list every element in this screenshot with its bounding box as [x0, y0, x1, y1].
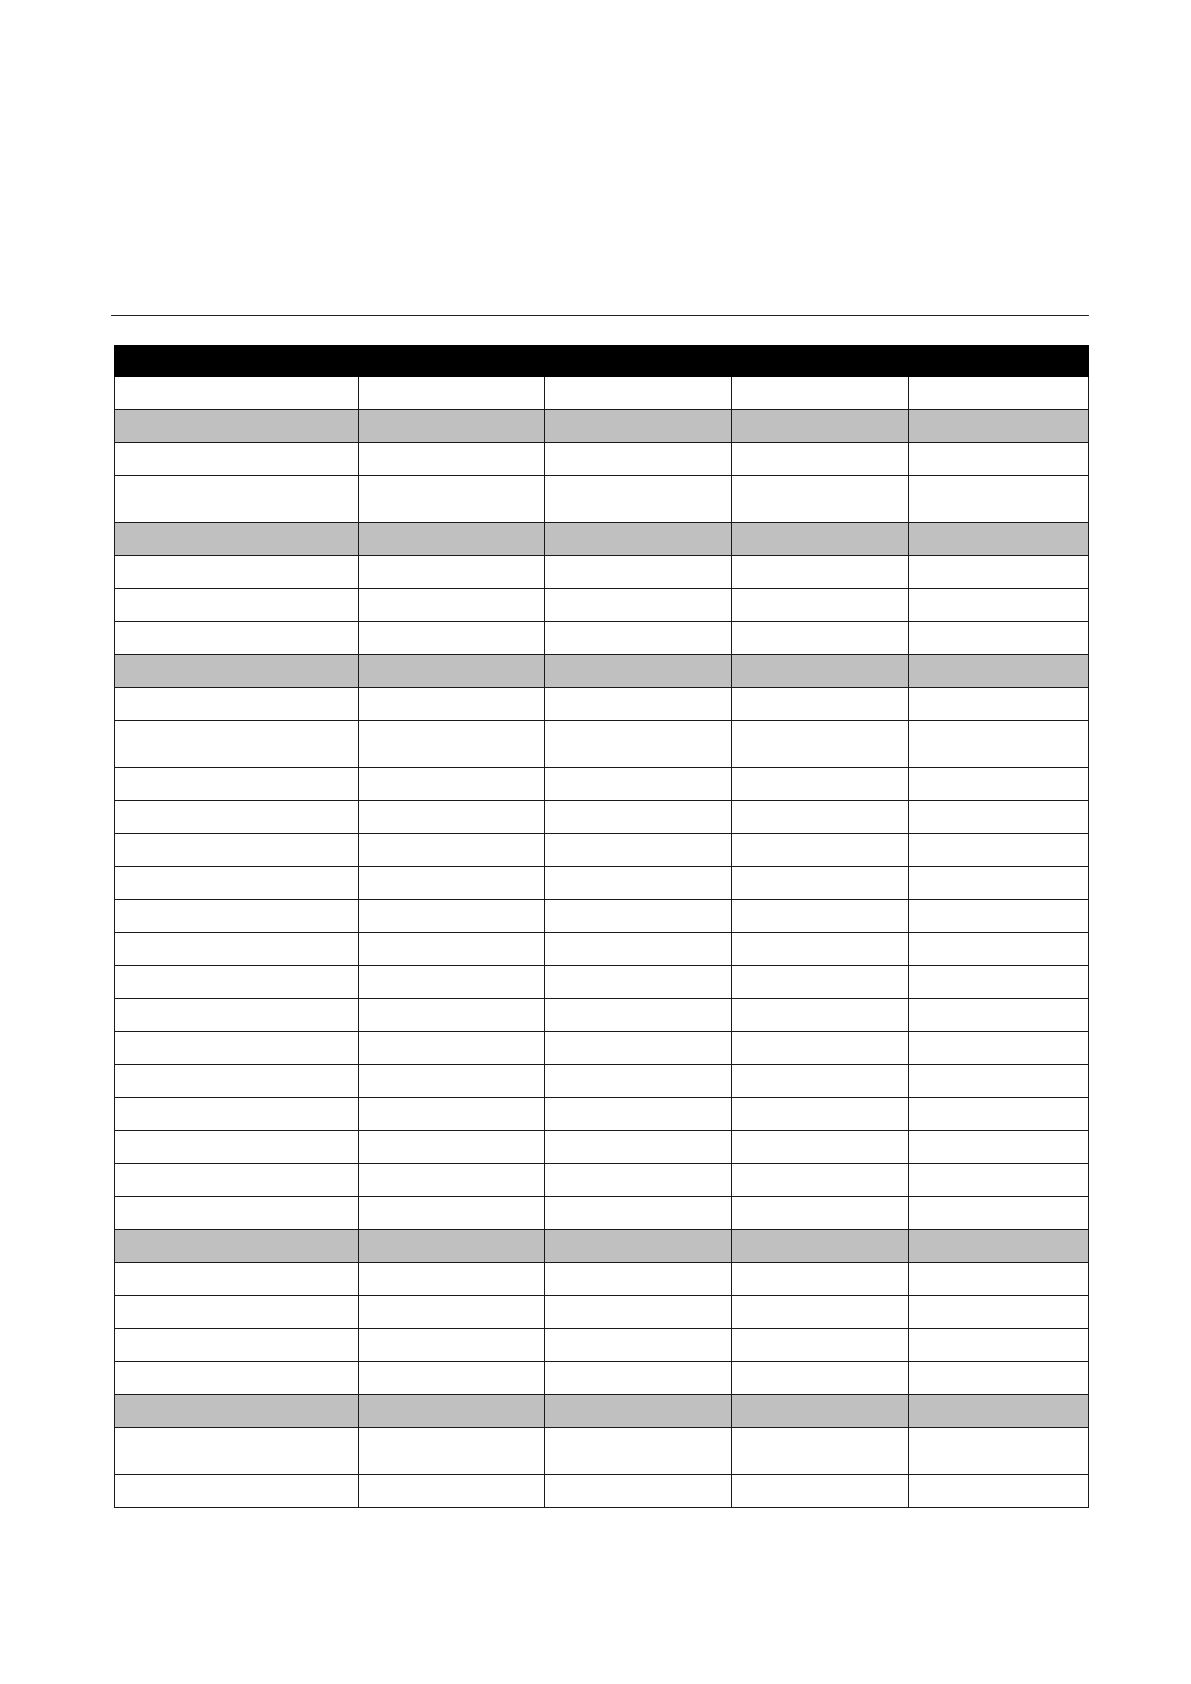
table-row	[115, 999, 1089, 1032]
table-cell	[909, 1032, 1089, 1065]
section-cell	[732, 523, 909, 556]
table-cell	[732, 768, 909, 801]
table-section-row	[115, 1230, 1089, 1263]
table-cell	[115, 1065, 359, 1098]
section-cell	[115, 410, 359, 443]
table-cell	[545, 1065, 732, 1098]
table-cell	[545, 768, 732, 801]
table-row	[115, 622, 1089, 655]
table-cell	[732, 556, 909, 589]
section-cell	[115, 523, 359, 556]
table-cell	[545, 933, 732, 966]
table-row	[115, 1164, 1089, 1197]
table-cell	[359, 721, 545, 768]
table-cell	[115, 1296, 359, 1329]
table-row	[115, 377, 1089, 410]
section-cell	[115, 1395, 359, 1428]
table-cell	[359, 1263, 545, 1296]
table-cell	[909, 1197, 1089, 1230]
table-cell	[115, 1197, 359, 1230]
table-cell	[115, 768, 359, 801]
table-cell	[115, 1362, 359, 1395]
table-cell	[359, 900, 545, 933]
table-cell	[359, 1131, 545, 1164]
section-cell	[359, 1230, 545, 1263]
table-cell	[909, 801, 1089, 834]
table-cell	[909, 768, 1089, 801]
table-row	[115, 1197, 1089, 1230]
section-cell	[545, 523, 732, 556]
table-cell	[909, 721, 1089, 768]
table-cell	[909, 589, 1089, 622]
table-cell	[359, 1428, 545, 1475]
section-cell	[909, 1395, 1089, 1428]
table-cell	[115, 1098, 359, 1131]
table-cell	[359, 867, 545, 900]
table-cell	[732, 1032, 909, 1065]
table-cell	[545, 1296, 732, 1329]
table-cell	[732, 1131, 909, 1164]
table-row	[115, 1329, 1089, 1362]
table-cell	[359, 834, 545, 867]
table-cell	[359, 622, 545, 655]
table-header-cell	[115, 346, 1089, 377]
section-cell	[359, 655, 545, 688]
table-cell	[115, 476, 359, 523]
table-cell	[909, 377, 1089, 410]
section-cell	[732, 1230, 909, 1263]
table-cell	[732, 1065, 909, 1098]
section-cell	[909, 410, 1089, 443]
table-cell	[545, 443, 732, 476]
table-cell	[909, 1475, 1089, 1508]
table-row	[115, 933, 1089, 966]
table-cell	[732, 1362, 909, 1395]
section-cell	[359, 1395, 545, 1428]
table-cell	[359, 1197, 545, 1230]
table-cell	[909, 1362, 1089, 1395]
table-row	[115, 1098, 1089, 1131]
table-cell	[909, 1329, 1089, 1362]
section-cell	[545, 655, 732, 688]
table-cell	[909, 1428, 1089, 1475]
table-cell	[359, 1329, 545, 1362]
table-cell	[732, 867, 909, 900]
table-cell	[545, 622, 732, 655]
table-cell	[359, 556, 545, 589]
table-cell	[909, 556, 1089, 589]
table-cell	[115, 622, 359, 655]
table-cell	[115, 933, 359, 966]
table-cell	[115, 443, 359, 476]
table-cell	[545, 1263, 732, 1296]
table-cell	[545, 1475, 732, 1508]
table-cell	[115, 556, 359, 589]
table-cell	[732, 1329, 909, 1362]
table-cell	[732, 688, 909, 721]
table-cell	[359, 377, 545, 410]
table-cell	[545, 476, 732, 523]
table-row	[115, 1032, 1089, 1065]
table-cell	[732, 1475, 909, 1508]
table-row	[115, 556, 1089, 589]
table-row	[115, 1362, 1089, 1395]
table-row	[115, 867, 1089, 900]
table-cell	[115, 1428, 359, 1475]
table-cell	[545, 1164, 732, 1197]
table-section-row	[115, 1395, 1089, 1428]
table-section-row	[115, 523, 1089, 556]
table-cell	[732, 834, 909, 867]
table-cell	[359, 933, 545, 966]
table-cell	[115, 999, 359, 1032]
table-cell	[732, 933, 909, 966]
table-cell	[545, 1197, 732, 1230]
table-cell	[909, 1131, 1089, 1164]
table-row	[115, 768, 1089, 801]
table-row	[115, 801, 1089, 834]
table-cell	[359, 1362, 545, 1395]
table-cell	[359, 966, 545, 999]
table-cell	[732, 721, 909, 768]
table-row	[115, 443, 1089, 476]
table-cell	[115, 377, 359, 410]
table-cell	[732, 1098, 909, 1131]
table-cell	[909, 999, 1089, 1032]
table-cell	[909, 1263, 1089, 1296]
table-cell	[909, 900, 1089, 933]
table-cell	[115, 966, 359, 999]
table-cell	[359, 688, 545, 721]
table-row	[115, 834, 1089, 867]
table-cell	[732, 1263, 909, 1296]
table-cell	[359, 999, 545, 1032]
table-cell	[545, 900, 732, 933]
section-cell	[732, 410, 909, 443]
table-cell	[545, 556, 732, 589]
table-cell	[545, 801, 732, 834]
table-cell	[545, 377, 732, 410]
table-cell	[359, 1296, 545, 1329]
table-cell	[359, 443, 545, 476]
table-cell	[359, 801, 545, 834]
table-cell	[115, 1164, 359, 1197]
table-cell	[545, 1032, 732, 1065]
table-cell	[732, 999, 909, 1032]
section-cell	[359, 523, 545, 556]
table-row	[115, 900, 1089, 933]
table-row	[115, 966, 1089, 999]
table-header-row	[115, 346, 1089, 377]
table-cell	[545, 1329, 732, 1362]
table-cell	[359, 768, 545, 801]
table-cell	[732, 801, 909, 834]
table-cell	[732, 377, 909, 410]
table-cell	[909, 688, 1089, 721]
section-cell	[545, 410, 732, 443]
table-cell	[909, 1164, 1089, 1197]
table-cell	[545, 721, 732, 768]
section-cell	[359, 410, 545, 443]
table-cell	[909, 966, 1089, 999]
table-cell	[115, 1131, 359, 1164]
section-cell	[545, 1395, 732, 1428]
table-cell	[115, 1475, 359, 1508]
table-cell	[732, 1428, 909, 1475]
table-cell	[115, 589, 359, 622]
section-cell	[909, 1230, 1089, 1263]
table-row	[115, 1131, 1089, 1164]
table-cell	[115, 834, 359, 867]
table-cell	[732, 1197, 909, 1230]
section-cell	[909, 655, 1089, 688]
table-body	[115, 346, 1089, 1508]
table-section-row	[115, 410, 1089, 443]
table-cell	[545, 966, 732, 999]
table-cell	[545, 1131, 732, 1164]
table-cell	[115, 721, 359, 768]
section-cell	[115, 1230, 359, 1263]
table-cell	[732, 589, 909, 622]
table-cell	[545, 589, 732, 622]
table-cell	[359, 1032, 545, 1065]
table-cell	[732, 443, 909, 476]
table-row	[115, 1428, 1089, 1475]
table-cell	[909, 476, 1089, 523]
table-cell	[359, 1475, 545, 1508]
table-row	[115, 1475, 1089, 1508]
table-cell	[909, 443, 1089, 476]
table-row	[115, 1296, 1089, 1329]
table-cell	[115, 801, 359, 834]
table-cell	[909, 933, 1089, 966]
section-cell	[732, 1395, 909, 1428]
horizontal-rule	[111, 315, 1089, 316]
table-cell	[732, 900, 909, 933]
table-cell	[115, 1329, 359, 1362]
table-cell	[909, 1065, 1089, 1098]
table-cell	[545, 834, 732, 867]
table-row	[115, 1263, 1089, 1296]
table-cell	[732, 966, 909, 999]
table-row	[115, 589, 1089, 622]
table-cell	[115, 1032, 359, 1065]
table-cell	[545, 999, 732, 1032]
table-cell	[359, 1164, 545, 1197]
table-row	[115, 688, 1089, 721]
table-cell	[359, 476, 545, 523]
table-cell	[115, 688, 359, 721]
blank-form-table	[114, 345, 1089, 1508]
table-cell	[732, 1164, 909, 1197]
table-cell	[115, 1263, 359, 1296]
table-cell	[545, 688, 732, 721]
table-cell	[545, 1362, 732, 1395]
section-cell	[732, 655, 909, 688]
table-cell	[909, 622, 1089, 655]
section-cell	[115, 655, 359, 688]
table-cell	[732, 622, 909, 655]
table-row	[115, 721, 1089, 768]
table-cell	[909, 834, 1089, 867]
table-row	[115, 476, 1089, 523]
table-cell	[359, 1098, 545, 1131]
table-cell	[545, 867, 732, 900]
table-cell	[909, 867, 1089, 900]
table-cell	[115, 867, 359, 900]
table-cell	[732, 1296, 909, 1329]
table-cell	[359, 1065, 545, 1098]
table-cell	[545, 1428, 732, 1475]
table-cell	[115, 900, 359, 933]
table-cell	[732, 476, 909, 523]
table-cell	[909, 1098, 1089, 1131]
table-cell	[545, 1098, 732, 1131]
table-section-row	[115, 655, 1089, 688]
table-row	[115, 1065, 1089, 1098]
section-cell	[909, 523, 1089, 556]
section-cell	[545, 1230, 732, 1263]
table-cell	[359, 589, 545, 622]
table-cell	[909, 1296, 1089, 1329]
